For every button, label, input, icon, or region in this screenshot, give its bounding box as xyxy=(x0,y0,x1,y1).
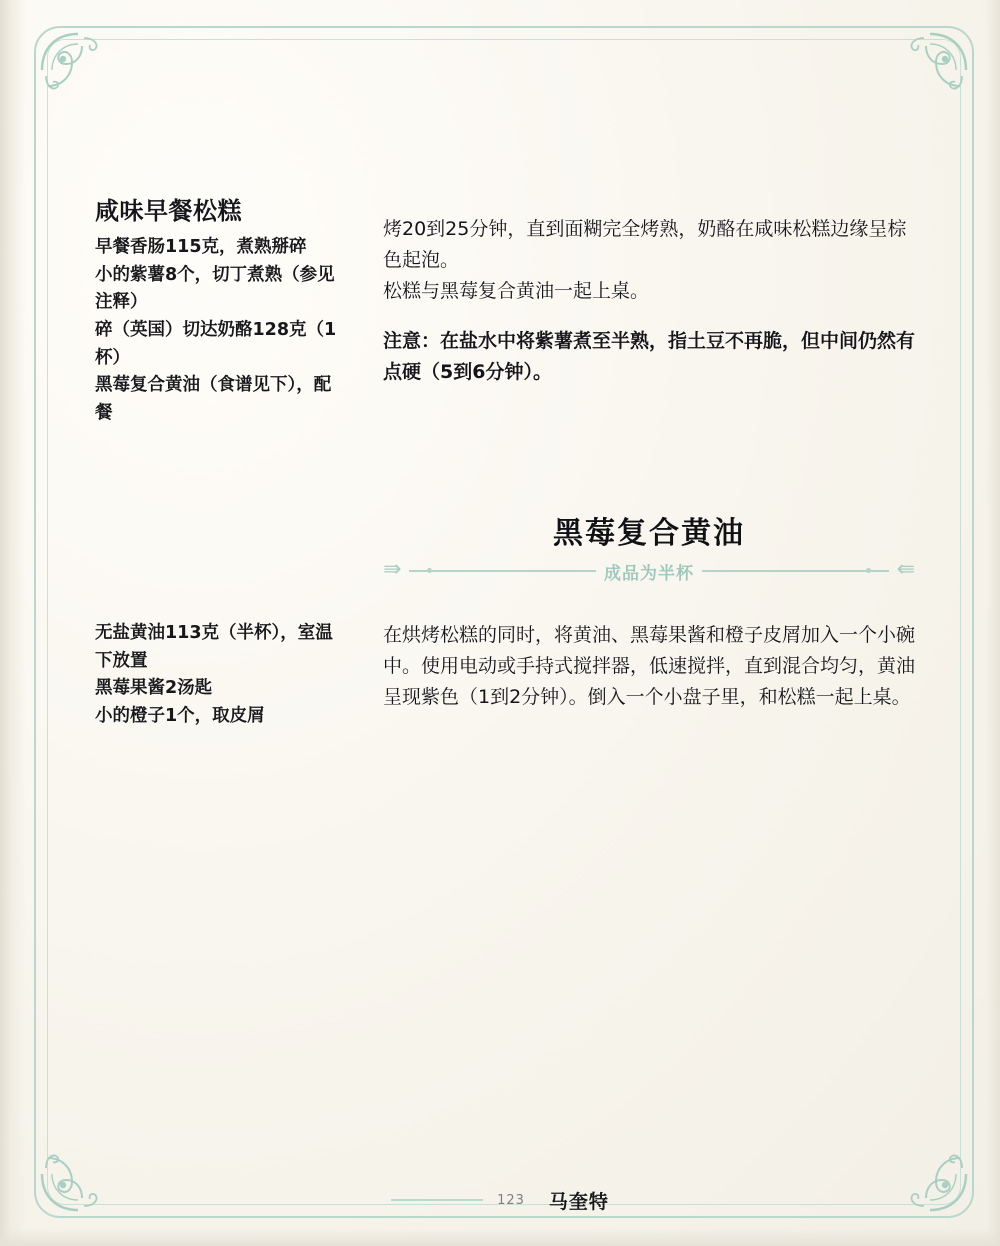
list-item: 黑莓复合黄油（食谱见下），配餐 xyxy=(95,375,332,423)
page-bottom-shadow xyxy=(0,1228,1000,1246)
divider-line xyxy=(409,570,596,572)
recipe-two-header xyxy=(383,508,915,584)
corner-flourish-icon xyxy=(38,30,130,122)
recipe-two-title: 黑莓复合黄油 xyxy=(553,516,745,551)
page-edge-shadow xyxy=(986,0,1000,1246)
footer-author: 马奎特 xyxy=(548,1190,609,1213)
page-gutter-shadow xyxy=(0,0,26,1246)
list-item: 小的紫薯8个，切丁煮熟（参见注释） xyxy=(95,264,335,313)
recipe-one-steps xyxy=(383,214,915,388)
recipe-two-yield-label: 成品为半杯 xyxy=(604,563,694,584)
divider-line xyxy=(702,570,889,572)
recipe-two-ingredients-column xyxy=(95,620,345,731)
recipe-two-instructions-column xyxy=(383,620,915,712)
recipe-one-ingredient-list xyxy=(95,234,345,427)
corner-flourish-icon xyxy=(878,30,970,122)
footer-rule-left xyxy=(391,1199,483,1201)
list-item: 无盐黄油113克（半杯），室温下放置 xyxy=(95,623,333,671)
step-paragraph: 烤20到25分钟，直到面糊完全烤熟，奶酪在咸味松糕边缘呈棕色起泡。 xyxy=(383,218,907,271)
page-number: 123 xyxy=(497,1192,525,1208)
list-item: 小的橙子1个，取皮屑 xyxy=(95,705,265,726)
list-item: 早餐香肠115克，煮熟掰碎 xyxy=(95,237,307,257)
recipe-one-instructions-column xyxy=(383,214,915,388)
left-curl-icon: ⇛ xyxy=(383,557,402,582)
step-paragraph: 在烘烤松糕的同时，将黄油、黑莓果酱和橙子皮屑加入一个小碗中。使用电动或手持式搅拌器，低速搅拌，直到混合均匀，黄油呈现紫色（1到2分钟）。倒入一个小盘子里，和松糕一起上桌。 xyxy=(383,624,916,708)
list-item: 碎（英国）切达奶酪128克（1杯） xyxy=(95,319,337,368)
recipe-one-note: 注意：在盐水中将紫薯煮至半熟，指土豆不再脆，但中间仍然有点硬（5到6分钟）。 xyxy=(383,330,916,384)
page-footer xyxy=(0,1180,1000,1220)
recipe-two-yield-divider xyxy=(383,558,915,584)
recipe-two-ingredient-list xyxy=(95,620,345,731)
recipe-two-steps xyxy=(383,620,915,712)
recipe-one-ingredients-column xyxy=(95,196,345,427)
recipe-one-title: 咸味早餐松糕 xyxy=(95,197,242,225)
list-item: 黑莓果酱2汤匙 xyxy=(95,678,213,699)
step-paragraph: 松糕与黑莓复合黄油一起上桌。 xyxy=(383,279,650,302)
right-curl-icon: ⇚ xyxy=(896,557,915,582)
